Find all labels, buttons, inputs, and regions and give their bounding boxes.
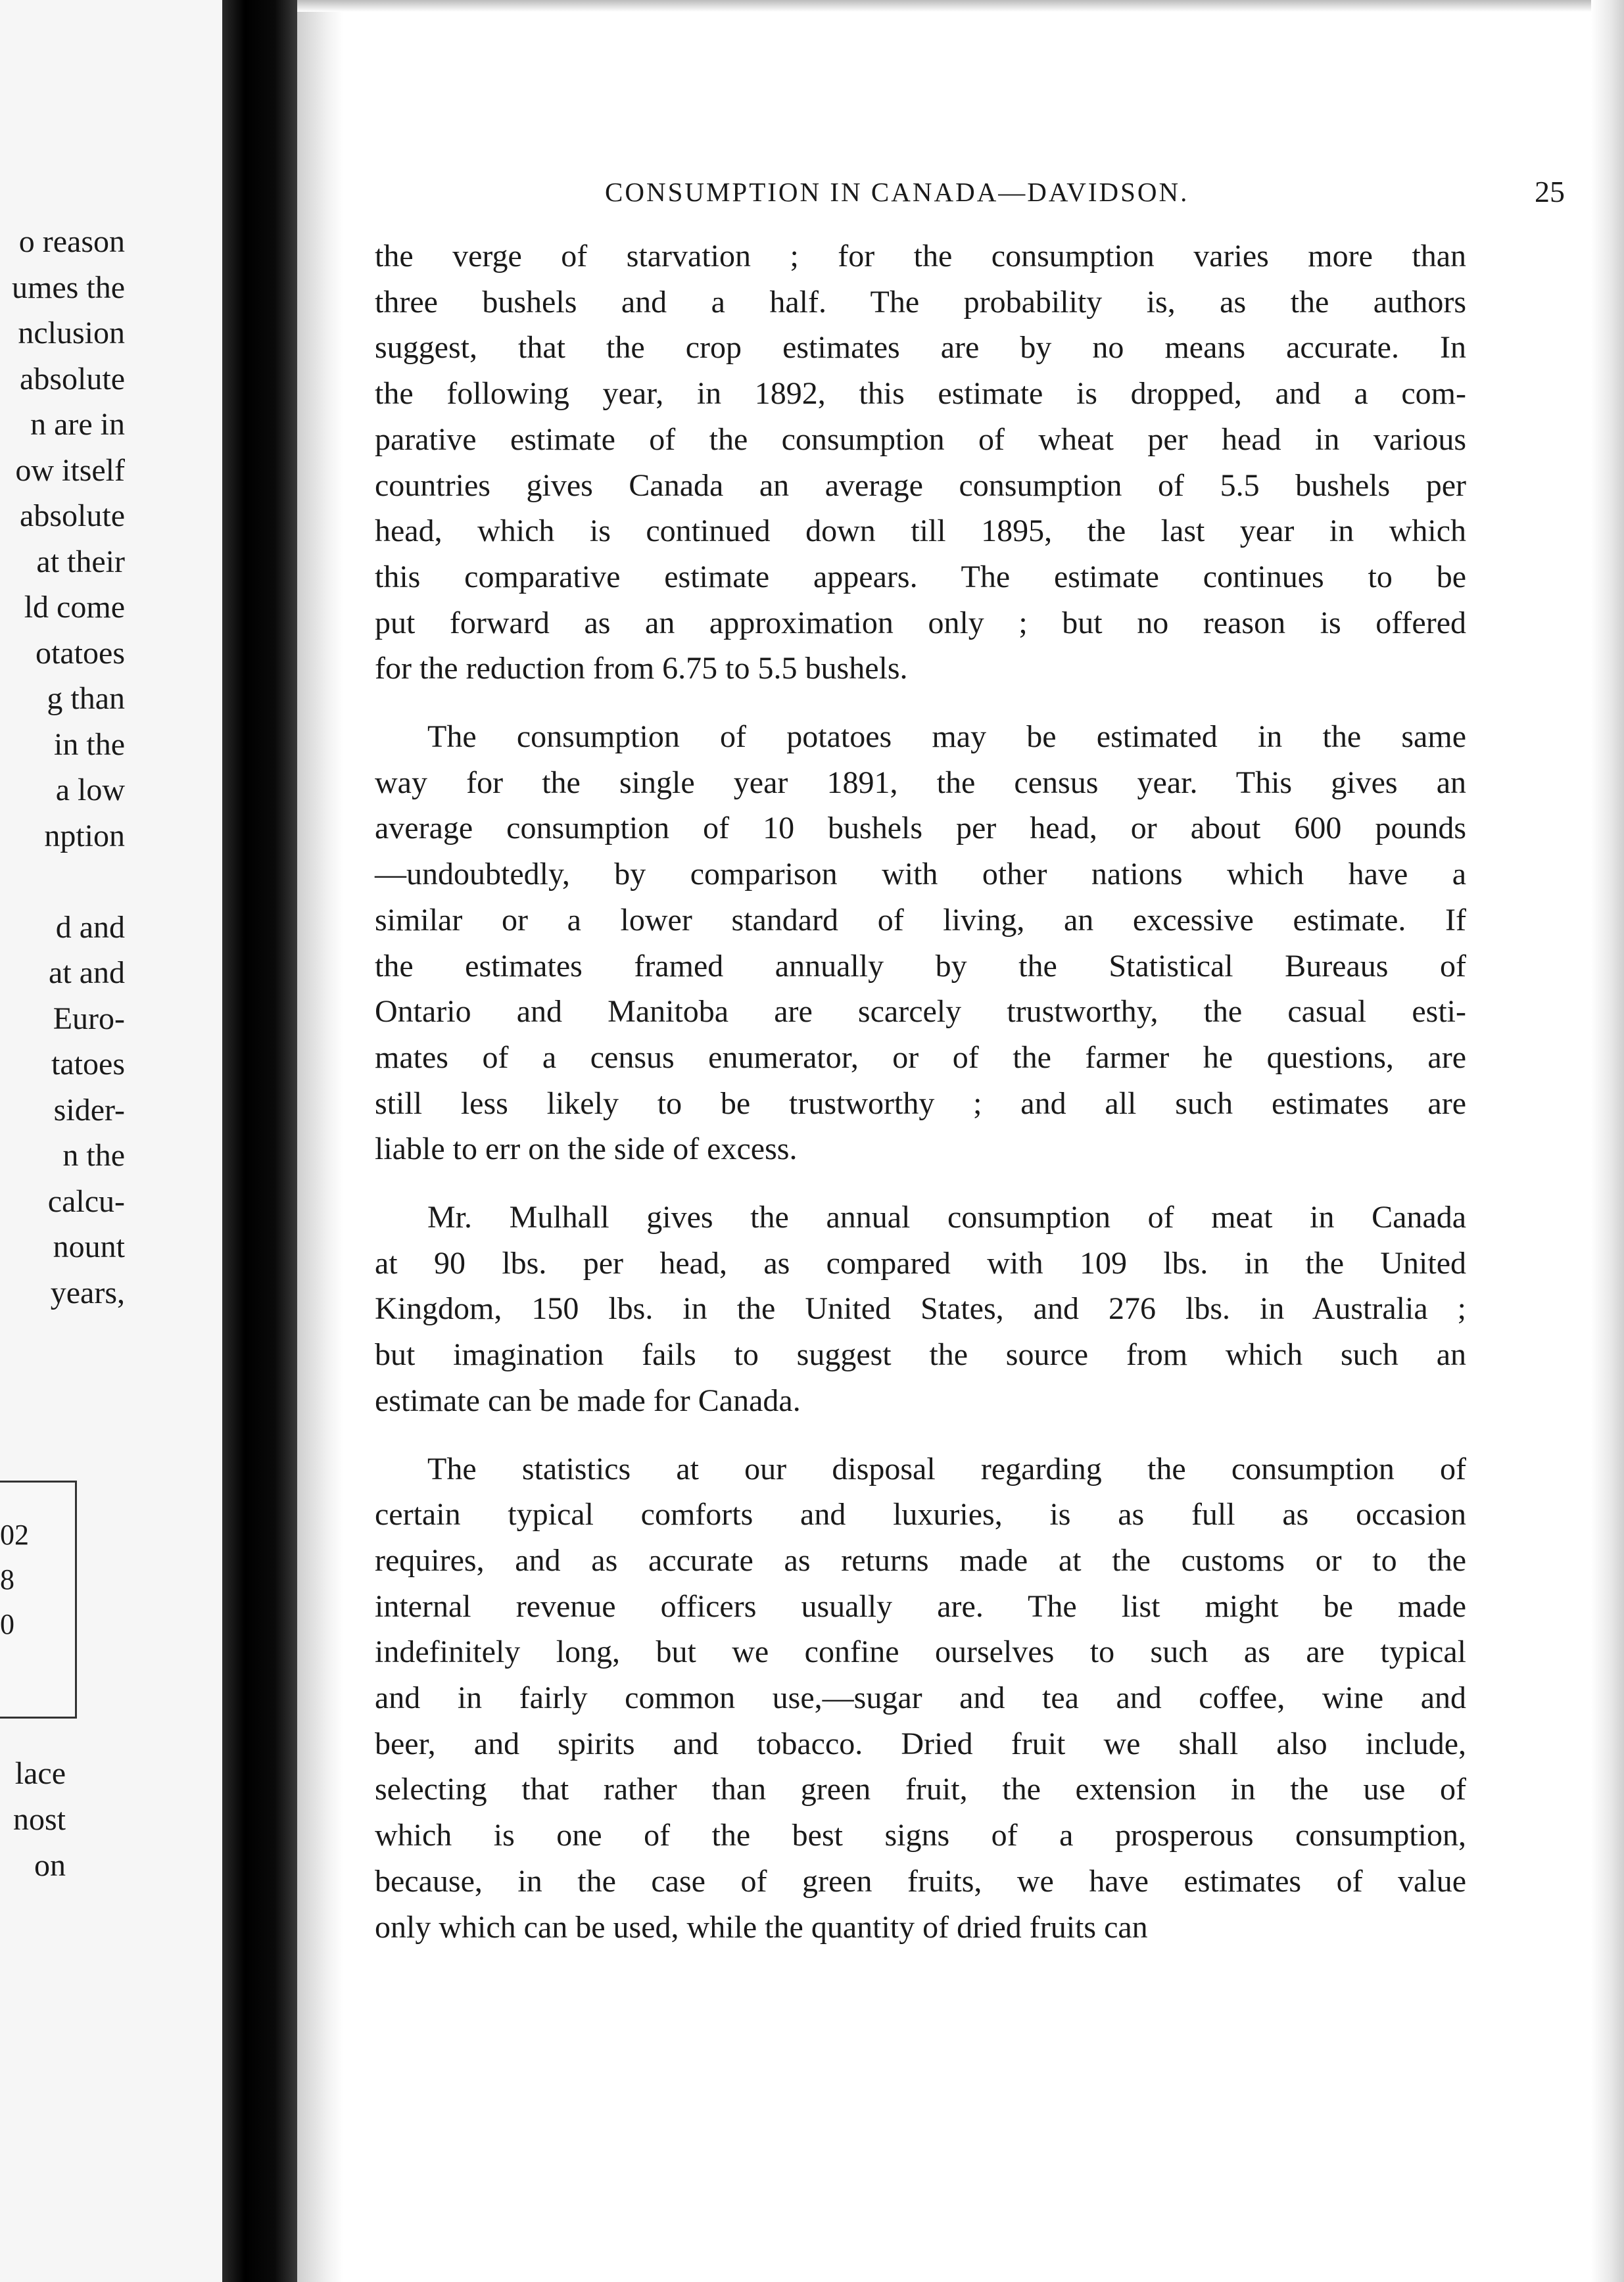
gutter-shadow xyxy=(297,0,343,2282)
text-line: The statistics at our disposal regarding the consumption of xyxy=(427,1451,1466,1486)
facing-page-line: at and xyxy=(49,955,125,990)
text-line: Kingdom, 150 lbs. in the United States, and 276 lbs. in Australia ; xyxy=(375,1291,1466,1327)
text-line: and in fairly common use,—sugar and tea and coffee, wine and xyxy=(375,1680,1466,1715)
text-line: mates of a census enumerator, or of the farmer he questions, are xyxy=(375,1039,1466,1075)
text-line: which is one of the best signs of a prosperous consumption, xyxy=(375,1818,1466,1853)
text-line: the verge of starvation ; for the consumption varies more than xyxy=(375,239,1466,273)
text-line: countries gives Canada an average consumption of 5.5 bushels per xyxy=(375,467,1466,503)
facing-page-line: n are in xyxy=(30,407,125,442)
facing-page-line: at their xyxy=(36,544,125,579)
text-line: because, in the case of green fruits, we have estimates of value xyxy=(375,1863,1466,1899)
facing-page-table-value: 0 xyxy=(0,1608,14,1640)
text-line: way for the single year 1891, the census year. This gives an xyxy=(375,765,1466,800)
facing-page-line: ld come xyxy=(24,590,125,625)
facing-page-line: nption xyxy=(44,818,125,853)
text-line: Mr. Mulhall gives the annual consumption of meat in Canada xyxy=(427,1200,1466,1235)
facing-page-line: d and xyxy=(55,909,125,945)
facing-page-line: nclusion xyxy=(18,316,125,350)
text-line: beer, and spirits and tobacco. Dried fruit we shall also include, xyxy=(375,1726,1466,1761)
facing-page-line: absolute xyxy=(20,498,125,533)
facing-page-line: nost xyxy=(12,1802,66,1837)
facing-page xyxy=(0,0,247,2282)
text-line: similar or a lower standard of living, an excessive estimate. If xyxy=(375,902,1466,938)
text-line: at 90 lbs. per head, as compared with 109 lbs. in the United xyxy=(375,1245,1466,1281)
facing-page-line: sider- xyxy=(53,1092,125,1128)
facing-page-table-value: 8 xyxy=(0,1563,14,1596)
facing-page-line: absolute xyxy=(20,361,125,396)
text-line: Ontario and Manitoba are scarcely trustworthy, the casual esti- xyxy=(375,994,1466,1030)
running-head xyxy=(605,172,1565,212)
facing-page-line: umes the xyxy=(12,270,125,305)
facing-page-line: g than xyxy=(47,681,125,716)
facing-page-line: o reason xyxy=(18,224,125,259)
facing-page-line: nount xyxy=(53,1229,125,1264)
text-line: estimate can be made for Canada. xyxy=(375,1383,801,1418)
facing-page-line: years, xyxy=(50,1275,125,1310)
text-line: this comparative estimate appears. The estimate continues to be xyxy=(375,559,1466,594)
facing-page-line: tatoes xyxy=(51,1047,125,1082)
text-line: the estimates framed annually by the Statistical Bureaus of xyxy=(375,948,1466,984)
text-line: indefinitely long, but we confine ourselves to such as are typical xyxy=(375,1634,1466,1670)
text-line: suggest, that the crop estimates are by no means accurate. In xyxy=(375,330,1466,366)
text-line: selecting that rather than green fruit, the extension in the use of xyxy=(375,1772,1466,1807)
page-right-edge xyxy=(1591,0,1624,2282)
text-line: put forward as an approximation only ; but no reason is offered xyxy=(375,605,1466,640)
facing-page-line: on xyxy=(34,1848,66,1883)
facing-page-line: ow itself xyxy=(15,452,125,488)
text-line: certain typical comforts and luxuries, is as full as occasion xyxy=(375,1497,1466,1533)
facing-page-table-value: 02 xyxy=(0,1519,29,1551)
text-line: head, which is continued down till 1895, the last year in which xyxy=(375,513,1466,549)
facing-page-line: lace xyxy=(14,1756,66,1791)
text-line: parative estimate of the consumption of wheat per head in various xyxy=(375,421,1466,457)
text-line: The consumption of potatoes may be estimated in the same xyxy=(427,719,1466,754)
facing-page-line: a low xyxy=(55,773,125,807)
text-line: liable to err on the side of excess. xyxy=(375,1131,798,1167)
text-line: the following year, in 1892, this estimate is dropped, and a com- xyxy=(375,376,1466,412)
text-line: average consumption of 10 bushels per head, or about 600 pounds xyxy=(375,811,1466,846)
running-title: CONSUMPTION IN CANADA—DAVIDSON. xyxy=(605,177,1189,207)
facing-page-table-fragment xyxy=(0,1481,77,1719)
facing-page-line: n the xyxy=(62,1138,125,1173)
facing-page-line: in the xyxy=(54,726,125,762)
page-number: 25 xyxy=(1535,175,1565,208)
facing-page-line: Euro- xyxy=(53,1001,125,1036)
text-line: still less likely to be trustworthy ; and all such estimates are xyxy=(375,1085,1466,1121)
text-line: internal revenue officers usually are. The list might be made xyxy=(375,1588,1466,1624)
text-line: only which can be used, while the quantity of dried fruits can xyxy=(375,1909,1148,1945)
facing-page-line: otatoes xyxy=(36,635,125,671)
text-line: requires, and as accurate as returns made at the customs or to the xyxy=(375,1542,1466,1578)
facing-page-line: calcu- xyxy=(47,1183,125,1219)
text-line: for the reduction from 6.75 to 5.5 bushels. xyxy=(375,651,908,686)
text-line: but imagination fails to suggest the source from which such an xyxy=(375,1337,1466,1373)
book-gutter xyxy=(222,0,297,2282)
book-page xyxy=(342,0,1591,2282)
text-line: —undoubtedly, by comparison with other nations which have a xyxy=(375,857,1466,892)
text-line: three bushels and a half. The probability is, as the authors xyxy=(375,284,1466,320)
